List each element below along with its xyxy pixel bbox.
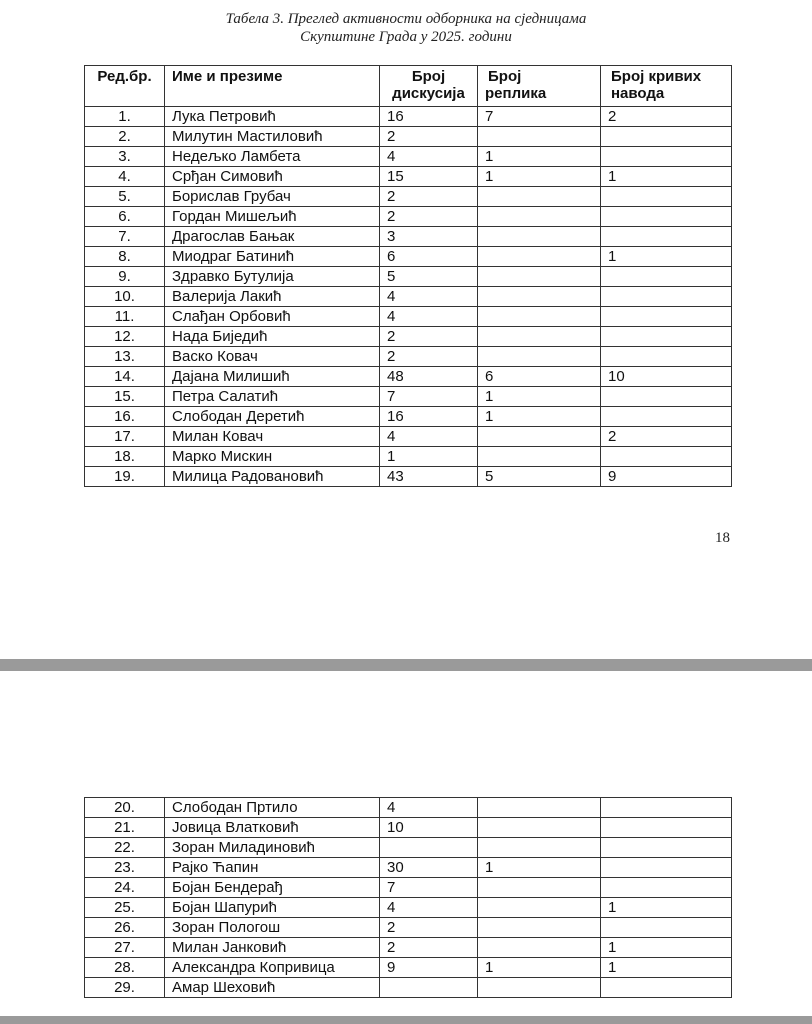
row-replies-cell: 7 bbox=[478, 107, 601, 127]
row-claims-cell: 2 bbox=[601, 107, 732, 127]
row-replies-cell: 1 bbox=[478, 958, 601, 978]
row-replies-cell bbox=[478, 287, 601, 307]
row-claims-cell: 1 bbox=[601, 167, 732, 187]
row-name-cell: Нада Биједић bbox=[165, 327, 380, 347]
row-claims-cell bbox=[601, 818, 732, 838]
row-discussions-cell: 2 bbox=[380, 327, 478, 347]
row-number-cell: 4. bbox=[85, 167, 165, 187]
header-claims bbox=[601, 66, 732, 107]
row-name-cell: Слађан Орбовић bbox=[165, 307, 380, 327]
row-replies-cell bbox=[478, 327, 601, 347]
row-claims-cell: 9 bbox=[601, 467, 732, 487]
row-name-cell: Васко Ковач bbox=[165, 347, 380, 367]
row-number-cell: 15. bbox=[85, 387, 165, 407]
row-claims-cell: 1 bbox=[601, 938, 732, 958]
header-discussions-line-2: дискусија bbox=[392, 85, 465, 102]
table-row bbox=[85, 407, 732, 427]
row-name-cell: Амар Шеховић bbox=[165, 978, 380, 998]
row-discussions-cell: 16 bbox=[380, 407, 478, 427]
row-discussions-cell: 3 bbox=[380, 227, 478, 247]
row-number-cell: 18. bbox=[85, 447, 165, 467]
row-discussions-cell: 1 bbox=[380, 447, 478, 467]
table-header-row bbox=[85, 66, 732, 107]
row-replies-cell bbox=[478, 838, 601, 858]
row-claims-cell: 10 bbox=[601, 367, 732, 387]
table-row bbox=[85, 918, 732, 938]
header-claims-line-2: навода bbox=[611, 85, 665, 102]
row-name-cell: Срђан Симовић bbox=[165, 167, 380, 187]
row-discussions-cell: 30 bbox=[380, 858, 478, 878]
header-claims-line-1: Број кривих bbox=[611, 68, 702, 85]
table-row bbox=[85, 207, 732, 227]
row-claims-cell bbox=[601, 387, 732, 407]
table-row bbox=[85, 387, 732, 407]
row-replies-cell: 5 bbox=[478, 467, 601, 487]
row-replies-cell: 6 bbox=[478, 367, 601, 387]
table-row bbox=[85, 167, 732, 187]
row-discussions-cell: 7 bbox=[380, 387, 478, 407]
row-name-cell: Јовица Влатковић bbox=[165, 818, 380, 838]
row-number-cell: 29. bbox=[85, 978, 165, 998]
page-number: 18 bbox=[715, 530, 730, 546]
row-replies-cell bbox=[478, 938, 601, 958]
row-number-cell: 16. bbox=[85, 407, 165, 427]
row-number-cell: 17. bbox=[85, 427, 165, 447]
row-claims-cell: 1 bbox=[601, 247, 732, 267]
table-row bbox=[85, 147, 732, 167]
row-name-cell: Драгослав Бањак bbox=[165, 227, 380, 247]
row-claims-cell bbox=[601, 187, 732, 207]
table-row bbox=[85, 287, 732, 307]
row-number-cell: 22. bbox=[85, 838, 165, 858]
header-name: Име и презиме bbox=[165, 66, 380, 107]
row-number-cell: 2. bbox=[85, 127, 165, 147]
caption-line-2: Скупштине Града у 2025. години bbox=[300, 29, 512, 45]
row-number-cell: 8. bbox=[85, 247, 165, 267]
row-discussions-cell: 5 bbox=[380, 267, 478, 287]
row-name-cell: Милан Ковач bbox=[165, 427, 380, 447]
row-name-cell: Здравко Бутулија bbox=[165, 267, 380, 287]
row-claims-cell bbox=[601, 858, 732, 878]
table-row bbox=[85, 818, 732, 838]
row-number-cell: 12. bbox=[85, 327, 165, 347]
row-number-cell: 26. bbox=[85, 918, 165, 938]
table-body-page-2 bbox=[85, 798, 732, 998]
header-replies-line-2: реплика bbox=[485, 85, 547, 102]
row-discussions-cell: 48 bbox=[380, 367, 478, 387]
row-discussions-cell: 4 bbox=[380, 307, 478, 327]
table-row bbox=[85, 798, 732, 818]
row-replies-cell: 1 bbox=[478, 147, 601, 167]
row-discussions-cell: 43 bbox=[380, 467, 478, 487]
table-row bbox=[85, 227, 732, 247]
table-row bbox=[85, 978, 732, 998]
row-number-cell: 23. bbox=[85, 858, 165, 878]
row-name-cell: Борислав Грубач bbox=[165, 187, 380, 207]
header-discussions bbox=[380, 66, 478, 107]
activity-table-page-2 bbox=[84, 797, 732, 998]
row-replies-cell bbox=[478, 447, 601, 467]
row-name-cell: Милан Јанковић bbox=[165, 938, 380, 958]
table-row bbox=[85, 127, 732, 147]
row-number-cell: 24. bbox=[85, 878, 165, 898]
row-discussions-cell: 4 bbox=[380, 427, 478, 447]
row-name-cell: Валерија Лакић bbox=[165, 287, 380, 307]
row-replies-cell bbox=[478, 187, 601, 207]
row-discussions-cell: 6 bbox=[380, 247, 478, 267]
row-replies-cell bbox=[478, 127, 601, 147]
table-row bbox=[85, 467, 732, 487]
table-row bbox=[85, 938, 732, 958]
row-name-cell: Петра Салатић bbox=[165, 387, 380, 407]
row-claims-cell bbox=[601, 447, 732, 467]
table-row bbox=[85, 307, 732, 327]
row-claims-cell bbox=[601, 798, 732, 818]
row-number-cell: 13. bbox=[85, 347, 165, 367]
row-replies-cell bbox=[478, 818, 601, 838]
row-number-cell: 6. bbox=[85, 207, 165, 227]
row-name-cell: Зоран Пологош bbox=[165, 918, 380, 938]
activity-table-page-1 bbox=[84, 65, 732, 487]
row-replies-cell bbox=[478, 247, 601, 267]
row-replies-cell bbox=[478, 898, 601, 918]
header-num: Ред.бр. bbox=[85, 66, 165, 107]
row-replies-cell: 1 bbox=[478, 387, 601, 407]
row-name-cell: Бојан Бендерађ bbox=[165, 878, 380, 898]
row-replies-cell: 1 bbox=[478, 858, 601, 878]
page-separator-bottom bbox=[0, 1016, 812, 1024]
row-claims-cell bbox=[601, 327, 732, 347]
row-claims-cell bbox=[601, 227, 732, 247]
header-discussions-line-1: Број bbox=[411, 68, 446, 85]
table-row bbox=[85, 267, 732, 287]
row-name-cell: Слободан Пртило bbox=[165, 798, 380, 818]
row-name-cell: Рајко Ћапин bbox=[165, 858, 380, 878]
table-row bbox=[85, 247, 732, 267]
header-replies-line-1: Број bbox=[488, 68, 522, 85]
table-row bbox=[85, 347, 732, 367]
row-number-cell: 28. bbox=[85, 958, 165, 978]
row-claims-cell bbox=[601, 407, 732, 427]
row-claims-cell bbox=[601, 978, 732, 998]
row-claims-cell bbox=[601, 267, 732, 287]
row-number-cell: 25. bbox=[85, 898, 165, 918]
table-row bbox=[85, 327, 732, 347]
row-claims-cell bbox=[601, 127, 732, 147]
row-name-cell: Бојан Шапурић bbox=[165, 898, 380, 918]
caption-line-1: Табела 3. Преглед активности одборника на сједницама bbox=[225, 11, 587, 27]
table-row bbox=[85, 187, 732, 207]
row-replies-cell bbox=[478, 307, 601, 327]
row-number-cell: 21. bbox=[85, 818, 165, 838]
table-row bbox=[85, 898, 732, 918]
row-name-cell: Миодраг Батинић bbox=[165, 247, 380, 267]
row-discussions-cell: 2 bbox=[380, 127, 478, 147]
row-number-cell: 3. bbox=[85, 147, 165, 167]
row-replies-cell bbox=[478, 798, 601, 818]
table-row bbox=[85, 858, 732, 878]
row-claims-cell bbox=[601, 878, 732, 898]
row-discussions-cell: 10 bbox=[380, 818, 478, 838]
row-replies-cell: 1 bbox=[478, 167, 601, 187]
row-claims-cell bbox=[601, 147, 732, 167]
row-claims-cell bbox=[601, 838, 732, 858]
row-replies-cell: 1 bbox=[478, 407, 601, 427]
row-discussions-cell: 2 bbox=[380, 938, 478, 958]
row-replies-cell bbox=[478, 427, 601, 447]
row-name-cell: Слободан Деретић bbox=[165, 407, 380, 427]
row-claims-cell: 1 bbox=[601, 898, 732, 918]
row-name-cell: Марко Мискин bbox=[165, 447, 380, 467]
row-name-cell: Зоран Миладиновић bbox=[165, 838, 380, 858]
row-claims-cell bbox=[601, 307, 732, 327]
row-replies-cell bbox=[478, 347, 601, 367]
row-discussions-cell: 4 bbox=[380, 898, 478, 918]
row-replies-cell bbox=[478, 207, 601, 227]
row-number-cell: 14. bbox=[85, 367, 165, 387]
row-replies-cell bbox=[478, 918, 601, 938]
row-discussions-cell: 15 bbox=[380, 167, 478, 187]
row-discussions-cell: 4 bbox=[380, 147, 478, 167]
table-row bbox=[85, 447, 732, 467]
table-row bbox=[85, 107, 732, 127]
row-discussions-cell: 4 bbox=[380, 287, 478, 307]
row-number-cell: 1. bbox=[85, 107, 165, 127]
row-discussions-cell: 2 bbox=[380, 347, 478, 367]
row-name-cell: Лука Петровић bbox=[165, 107, 380, 127]
header-replies bbox=[478, 66, 601, 107]
row-discussions-cell: 2 bbox=[380, 207, 478, 227]
row-replies-cell bbox=[478, 878, 601, 898]
table-row bbox=[85, 367, 732, 387]
row-number-cell: 20. bbox=[85, 798, 165, 818]
row-discussions-cell: 16 bbox=[380, 107, 478, 127]
row-name-cell: Милица Радовановић bbox=[165, 467, 380, 487]
row-name-cell: Милутин Мастиловић bbox=[165, 127, 380, 147]
row-replies-cell bbox=[478, 978, 601, 998]
page-separator bbox=[0, 659, 812, 671]
row-number-cell: 5. bbox=[85, 187, 165, 207]
row-discussions-cell: 7 bbox=[380, 878, 478, 898]
row-replies-cell bbox=[478, 227, 601, 247]
row-name-cell: Недељко Ламбета bbox=[165, 147, 380, 167]
table-row bbox=[85, 878, 732, 898]
row-claims-cell bbox=[601, 287, 732, 307]
row-number-cell: 9. bbox=[85, 267, 165, 287]
table-row bbox=[85, 958, 732, 978]
row-discussions-cell bbox=[380, 978, 478, 998]
table-row bbox=[85, 838, 732, 858]
table-body-page-1 bbox=[85, 107, 732, 487]
row-discussions-cell bbox=[380, 838, 478, 858]
row-discussions-cell: 4 bbox=[380, 798, 478, 818]
row-claims-cell bbox=[601, 207, 732, 227]
row-replies-cell bbox=[478, 267, 601, 287]
row-discussions-cell: 2 bbox=[380, 187, 478, 207]
row-claims-cell: 2 bbox=[601, 427, 732, 447]
row-name-cell: Дајана Милишић bbox=[165, 367, 380, 387]
table-caption bbox=[0, 10, 812, 46]
row-number-cell: 19. bbox=[85, 467, 165, 487]
row-number-cell: 11. bbox=[85, 307, 165, 327]
row-discussions-cell: 2 bbox=[380, 918, 478, 938]
row-claims-cell bbox=[601, 347, 732, 367]
row-discussions-cell: 9 bbox=[380, 958, 478, 978]
row-name-cell: Гордан Мишељић bbox=[165, 207, 380, 227]
row-number-cell: 27. bbox=[85, 938, 165, 958]
row-claims-cell bbox=[601, 918, 732, 938]
row-claims-cell: 1 bbox=[601, 958, 732, 978]
row-name-cell: Александра Копривица bbox=[165, 958, 380, 978]
row-number-cell: 7. bbox=[85, 227, 165, 247]
table-row bbox=[85, 427, 732, 447]
row-number-cell: 10. bbox=[85, 287, 165, 307]
